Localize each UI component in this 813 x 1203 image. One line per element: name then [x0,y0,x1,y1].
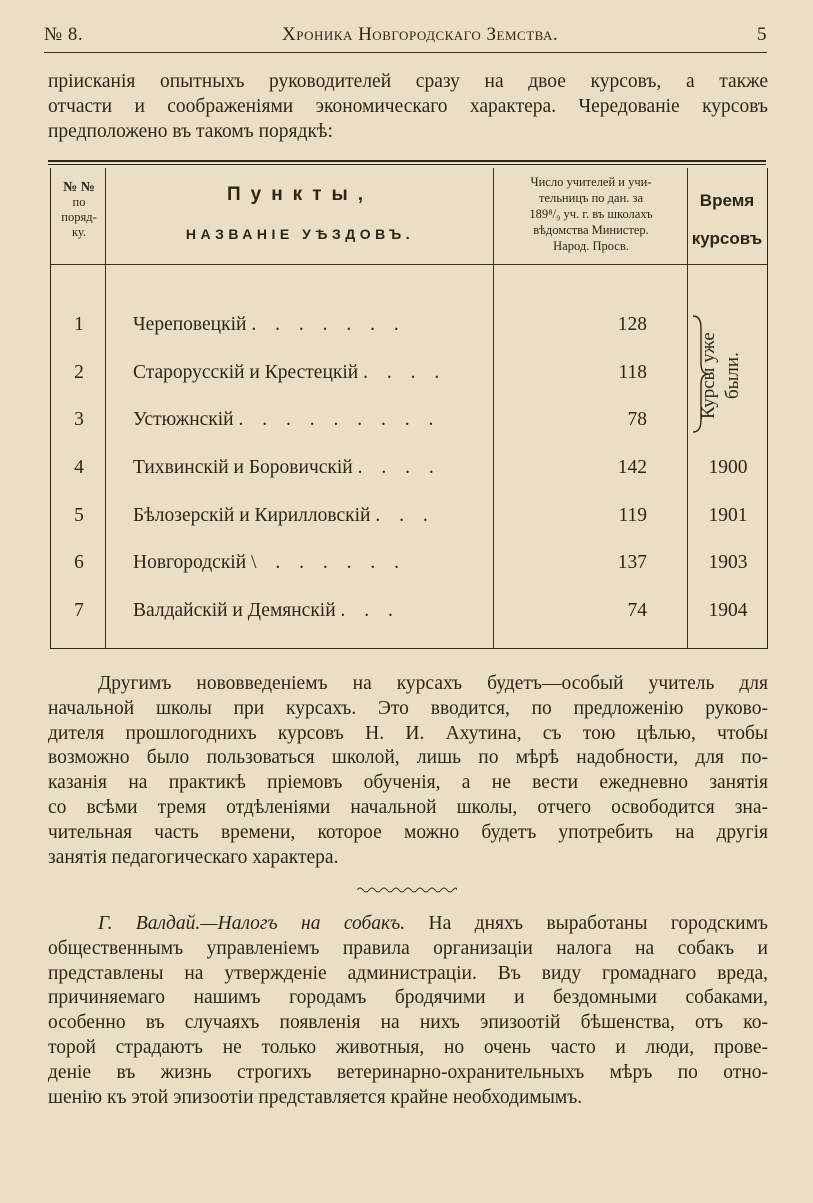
text-line: особенно въ случаяхъ появленiя на нихъ эпизоотiй бѣшенства, отъ ко- [48,1012,768,1034]
course-year: 1904 [708,600,748,621]
table-top-rule-thin [48,164,766,165]
district-name [133,362,493,384]
text-line: шенiю къ этой эпизоотiи представляется крайне необходимымъ. [48,1086,583,1108]
text-line: прiисканiя опытныхъ руководителей сразу на двое курсовъ, а также [48,71,768,92]
header-number-line: ку. [71,225,87,239]
journal-title: Хроника Новгородскаго Земства. [282,24,559,45]
text-line: представлены на утвержденiе администрацiи. Въ виду громаднаго вреда, [48,962,768,984]
leader-dots: \ . . . . . . [251,552,406,573]
teacher-count: 74 [627,600,647,621]
district-label: Новгородскiй [133,552,247,573]
text-line [48,912,768,937]
header-time-line: курсовъ [691,229,763,248]
text-line: Другимъ нововведенiемъ на курсахъ будетъ—особый учитель для [98,673,768,694]
leader-dots: . . . . . . . . . [238,409,441,430]
teacher-count: 137 [617,552,647,573]
district-label: Тихвинскiй и Боровичскiй [133,457,353,478]
course-year: 1900 [708,457,748,478]
section-divider [357,886,457,894]
text-line: денiе въ жизнь строгихъ ветеринарно-охранительныхъ мѣръ по отно- [48,1061,768,1083]
header-number [53,180,105,240]
table-top-rule [48,160,766,162]
row-number: 5 [74,505,84,526]
leader-dots: . . . . . . . [251,314,406,335]
district-name [133,314,493,336]
header-points-subtitle: НАЗВАНIЕ УѢЗДОВЪ. [185,226,415,242]
text-line: предположено въ такомъ порядкѣ: [48,120,333,142]
district-label: Бѣлозерскiй и Кирилловскiй [133,505,371,526]
table-row [51,552,767,600]
text-line: причиняемаго нашимъ городамъ бродячими и бездомными собаками, [48,987,768,1009]
district-name [133,600,493,622]
row-number: 7 [74,600,84,621]
table-row [51,362,767,410]
header-time-line: Время [699,191,755,210]
district-label: Валдайскiй и Демянскiй [133,600,336,621]
running-head [44,20,767,50]
district-label: Череповецкiй [133,314,247,335]
intro-paragraph [48,70,768,144]
text-line: общественнымъ управленiемъ правила организацiи налога на собакъ и [48,937,768,959]
text-fragment: На дняхъ выработаны городскимъ [405,913,768,934]
text-line: дителя прошлогоднихъ курсовъ Н. И. Ахутина, съ тою цѣлью, чтобы [48,722,768,744]
issue-number: № 8. [44,24,84,45]
text-line: казанiя на практикѣ прiемовъ обученiя, а не вести ежедневно занятiя [48,772,768,794]
paragraph-teacher [48,672,768,870]
header-number-line: № № [63,180,95,195]
row-number: 3 [74,409,84,430]
course-year: 1901 [708,505,748,526]
leader-dots: . . . . [357,457,441,478]
text-line: чительная часть времени, которое можно будетъ употребить на другiя [48,821,768,843]
table-row [51,409,767,457]
teacher-count: 78 [627,409,647,430]
leader-dots: . . . [340,600,400,621]
table-row [51,314,767,362]
section-heading: Г. Валдай.—Налогъ на собакъ. [98,913,406,934]
header-teacher-count [495,174,687,254]
row-number: 1 [74,314,84,335]
header-count-line: вѣдомства Министер. [533,223,649,237]
header-course-time [689,182,765,258]
district-name [133,505,493,527]
paragraph-valday [48,912,768,1110]
district-name [133,457,493,479]
table-row [51,600,767,648]
header-count-line: Число учителей и учи- [530,175,652,189]
text-line: отчасти и соображенiями экономическаго характера. Чередованiе курсовъ [48,95,768,117]
district-label: Устюжнскiй [133,409,234,430]
table-row [51,457,767,505]
header-number-line: поряд- [61,210,97,224]
district-label: Старорусскiй и Крестецкiй [133,362,359,383]
header-count-line: тельницъ по дан. за [538,191,643,205]
header-divider [51,264,767,265]
header-count-line: 189⁸/₉ уч. г. въ школахъ [529,207,653,221]
district-name [133,409,493,431]
header-number-line: по [72,195,86,209]
header-points-title: Пункты, [226,184,374,205]
header-rule [44,52,767,53]
row-number: 6 [74,552,84,573]
table-row [51,505,767,553]
leader-dots: . . . . [363,362,447,383]
row-number: 2 [74,362,84,383]
text-line: занятiя педагогическаго характера. [48,846,339,868]
text-line: начальной школы при курсахъ. Это вводится, по предложенiю руково- [48,697,768,719]
teacher-count: 128 [617,314,647,335]
text-line: со всѣми тремя отдѣленiями начальной школы, отчего освободится зна- [48,796,768,818]
row-number: 4 [74,457,84,478]
leader-dots: . . . [375,505,435,526]
course-year: 1903 [708,552,748,573]
page-number: 5 [756,24,767,45]
header-points [107,184,493,242]
courses-table [50,168,768,649]
text-line: возможно было пользоваться школой, лишь по мѣрѣ надобности, для по- [48,747,768,769]
teacher-count: 119 [618,505,647,526]
courses-held-note: Курсы уже были. [698,332,743,420]
text-line: торой страдаютъ не только животныя, но очень часто и люди, прове- [48,1036,768,1058]
teacher-count: 118 [618,362,647,383]
teacher-count: 142 [617,457,647,478]
header-count-line: Народ. Просв. [553,239,629,253]
district-name [133,552,493,574]
